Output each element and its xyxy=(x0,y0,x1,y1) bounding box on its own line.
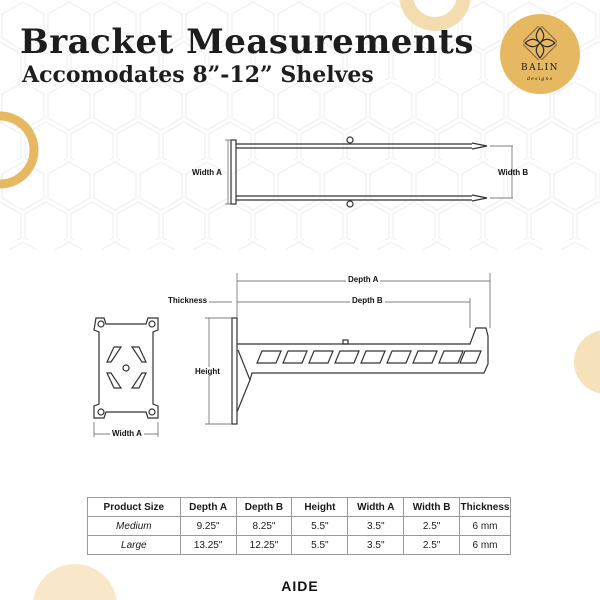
logo-tagline: designs xyxy=(526,76,554,82)
side-view-drawing xyxy=(232,318,488,424)
measurements-table xyxy=(87,497,511,555)
table-cell: 2.5" xyxy=(404,517,460,536)
table-cell: 8.25" xyxy=(236,517,292,536)
col-header: Width B xyxy=(404,498,460,517)
table-cell: 13.25" xyxy=(180,536,236,555)
label-depth-b: Depth B xyxy=(352,296,383,305)
col-header: Height xyxy=(292,498,348,517)
label-height: Height xyxy=(195,367,220,376)
top-view-drawing xyxy=(231,137,487,207)
label-width-b: Width B xyxy=(498,168,529,177)
table-cell: 2.5" xyxy=(404,536,460,555)
table-row xyxy=(88,536,511,555)
table-cell: 3.5" xyxy=(348,536,404,555)
table-cell: 5.5" xyxy=(292,517,348,536)
table-cell: Large xyxy=(88,536,181,555)
logo-name: BALIN xyxy=(520,63,560,73)
col-header: Depth B xyxy=(236,498,292,517)
label-depth-a: Depth A xyxy=(348,275,379,284)
col-header: Thickness xyxy=(460,498,511,517)
col-header: Product Size xyxy=(88,498,181,517)
table-header-row xyxy=(88,498,511,517)
table-cell: 12.25" xyxy=(236,536,292,555)
label-width-a-bottom: Width A xyxy=(112,429,142,438)
col-header: Width A xyxy=(348,498,404,517)
col-header: Depth A xyxy=(180,498,236,517)
table-cell: 6 mm xyxy=(460,517,511,536)
table-cell: 5.5" xyxy=(292,536,348,555)
label-thickness: Thickness xyxy=(168,296,208,305)
label-width-a-top: Width A xyxy=(192,168,222,177)
table-cell: Medium xyxy=(88,517,181,536)
footer-brand: AIDE xyxy=(281,578,319,594)
mounting-plate-drawing xyxy=(94,318,158,418)
table-cell: 3.5" xyxy=(348,517,404,536)
table-cell: 6 mm xyxy=(460,536,511,555)
page-subtitle: Accomodates 8”-12” Shelves xyxy=(22,62,374,88)
table-row xyxy=(88,517,511,536)
table-cell: 9.25" xyxy=(180,517,236,536)
page-title: Bracket Measurements xyxy=(20,22,474,62)
